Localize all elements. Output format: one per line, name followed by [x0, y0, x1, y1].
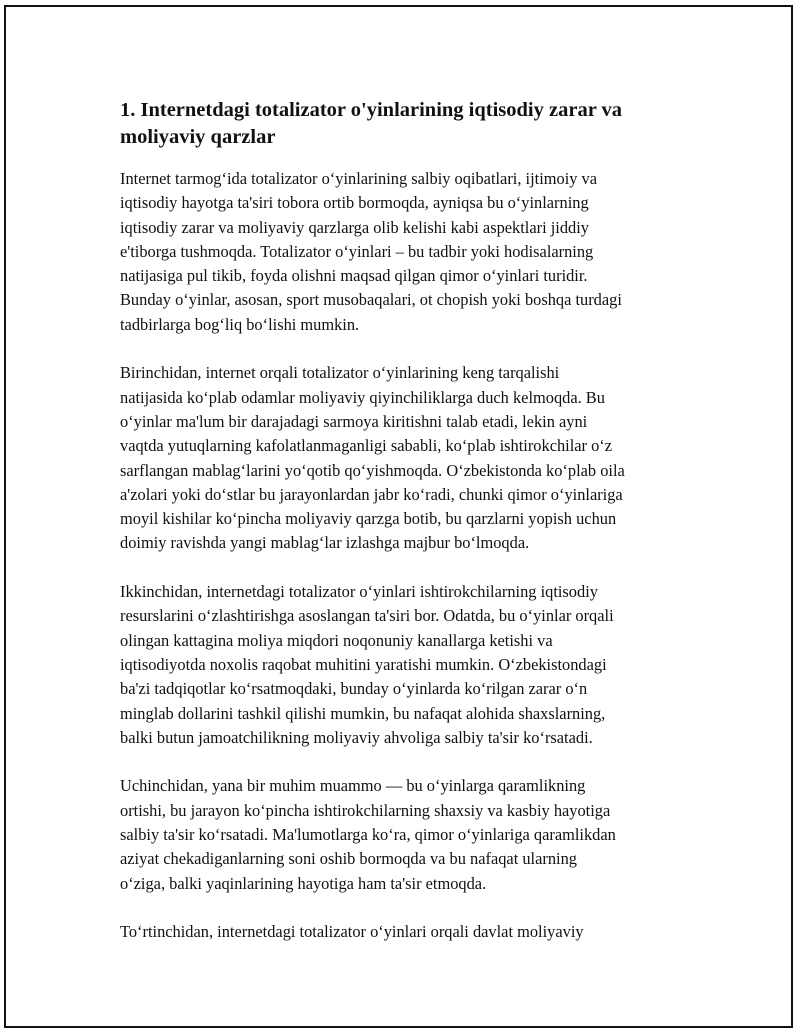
text-line: To‘rtinchidan, internetdagi totalizator o‘yinlari orqali davlat moliyaviy [120, 922, 584, 942]
document-body [120, 97, 680, 945]
paragraph-third [120, 774, 680, 895]
text-line: vaqtda yutuqlarning kafolatlanmaganligi sababli, ko‘plab ishtirokchilar o‘z [120, 436, 613, 456]
text-line: Birinchidan, internet orqali totalizator o‘yinlarining keng tarqalishi [120, 363, 560, 383]
text-line: o‘yinlar ma'lum bir darajadagi sarmoya kiritishni talab etadi, lekin ayni [120, 411, 588, 431]
text-line: resurslarini o‘zlashtirishga asoslangan ta'siri bor. Odatda, bu o‘yinlar orqali [120, 606, 614, 626]
text-line: iqtisodiy hayotga ta'siri tobora ortib bormoqda, ayniqsa bu o‘yinlarning [120, 193, 589, 213]
text-line: Uchinchidan, yana bir muhim muammo — bu o‘yinlarga qaramlikning [120, 776, 586, 796]
text-line: o‘ziga, balki yaqinlarining hayotiga ham ta'sir etmoqda. [120, 873, 487, 893]
text-line: salbiy ta'sir ko‘rsatadi. Ma'lumotlarga ko‘ra, qimor o‘yinlariga qaramlikdan [120, 825, 616, 845]
text-line: natijasiga pul tikib, foyda olishni maqsad qilgan qimor o‘yinlari turidir. [120, 266, 588, 286]
paragraph-fourth [120, 920, 680, 944]
text-line: doimiy ravishda yangi mablag‘lar izlashga majbur bo‘lmoqda. [120, 533, 530, 553]
paragraph-second [120, 580, 680, 750]
text-line: aziyat chekadiganlarning soni oshib bormoqda va bu nafaqat ularning [120, 849, 577, 869]
text-line: a'zolari yoki do‘stlar bu jarayonlardan jabr ko‘radi, chunki qimor o‘yinlariga [120, 484, 623, 504]
paragraph-first [120, 361, 680, 555]
text-line: tadbirlarga bog‘liq bo‘lishi mumkin. [120, 314, 360, 334]
text-line: minglab dollarini tashkil qilishi mumkin, bu nafaqat alohida shaxslarning, [120, 703, 606, 723]
text-line: e'tiborga tushmoqda. Totalizator o‘yinlari – bu tadbir yoki hodisalarning [120, 241, 594, 261]
heading-line: moliyaviy qarzlar [120, 126, 276, 148]
text-line: olingan kattagina moliya miqdori noqonuniy kanallarga ketishi va [120, 630, 553, 650]
text-line: natijasida ko‘plab odamlar moliyaviy qiyinchiliklarga duch kelmoqda. Bu [120, 387, 605, 407]
text-line: Internet tarmog‘ida totalizator o‘yinlarining salbiy oqibatlari, ijtimoiy va [120, 169, 598, 188]
text-line: moyil kishilar ko‘pincha moliyaviy qarzga botib, bu qarzlarni yopish uchun [120, 509, 617, 529]
paragraph-intro [120, 167, 680, 337]
heading-line: 1. Internetdagi totalizator o'yinlarining iqtisodiy zarar va [120, 99, 623, 121]
text-line: ortishi, bu jarayon ko‘pincha ishtirokchilarning shaxsiy va kasbiy hayotiga [120, 800, 611, 820]
text-line: iqtisodiy zarar va moliyaviy qarzlarga olib kelishi kabi aspektlari jiddiy [120, 217, 589, 237]
text-line: balki butun jamoatchilikning moliyaviy ahvoliga salbiy ta'sir ko‘rsatadi. [120, 727, 593, 747]
text-line: sarflangan mablag‘larini yo‘qotib qo‘yishmoqda. O‘zbekistonda ko‘plab oila [120, 460, 625, 480]
text-line: iqtisodiyotda noxolis raqobat muhitini yaratishi mumkin. O‘zbekistondagi [120, 654, 607, 674]
text-line: Bunday o‘yinlar, asosan, sport musobaqalari, ot chopish yoki boshqa turdagi [120, 290, 622, 310]
section-heading [120, 97, 680, 151]
document-page [4, 5, 793, 1028]
text-line: ba'zi tadqiqotlar ko‘rsatmoqdaki, bunday o‘yinlarda ko‘rilgan zarar o‘n [120, 679, 588, 699]
text-line: Ikkinchidan, internetdagi totalizator o‘yinlari ishtirokchilarning iqtisodiy [120, 582, 598, 602]
